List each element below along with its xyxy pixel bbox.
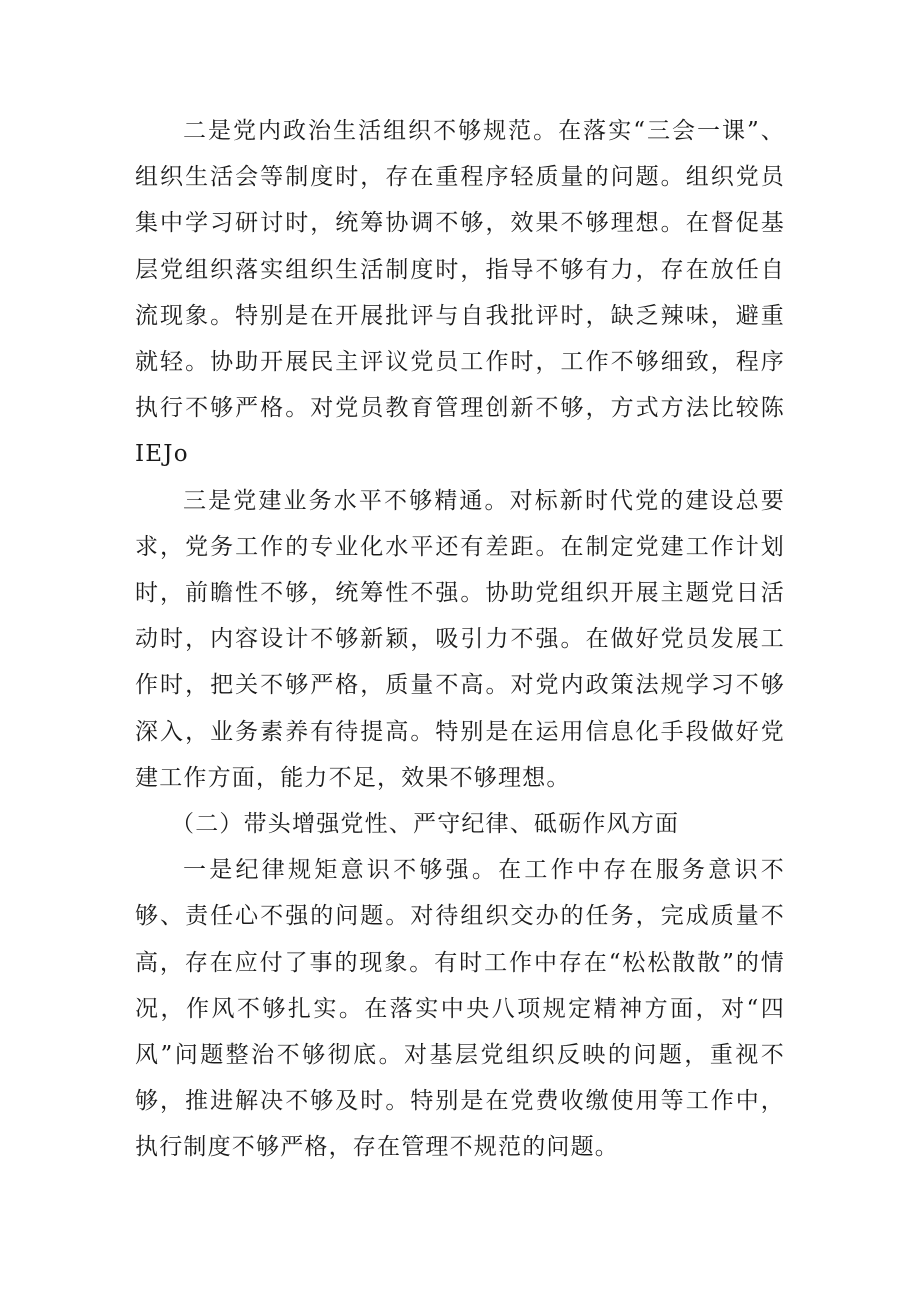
paragraph-party-building-skills: 三是党建业务水平不够精通。对标新时代党的建设总要求，党务工作的专业化水平还有差距。在制定党建工作计划时，前瞻性不够，统筹性不强。协助党组织开展主题党日活动时，内容设计不够新颖，吸引力不强。在做好党员发展工作时，把关不够严格，质量不高。对党内政策法规学习不够深入，业务素养有待提高。特别是在运用信息化手段做好党建工作方面，能力不足，效果不够理想。 [135, 487, 785, 791]
paragraph-discipline-awareness: 一是纪律规矩意识不够强。在工作中存在服务意识不够、责任心不强的问题。对待组织交办的任务，完成质量不高，存在应付了事的现象。有时工作中存在“松松散散”的情况，作风不够扎实。在落实中央八项规定精神方面，对“四风”问题整治不够彻底。对基层党组织反映的问题，重视不够，推进解决不够及时。特别是在党费收缴使用等工作中，执行制度不够严格，存在管理不规范的问题。 [135, 857, 785, 1161]
document-body [135, 108, 785, 1171]
paragraph-party-political-life: 二是党内政治生活组织不够规范。在落实“三会一课”、组织生活会等制度时，存在重程序轻质量的问题。组织党员集中学习研讨时，统筹协调不够，效果不够理想。在督促基层党组织落实组织生活制度时，指导不够有力，存在放任自流现象。特别是在开展批评与自我批评时，缺乏辣味，避重就轻。协助开展民主评议党员工作时，工作不够细致，程序执行不够严格。对党员教育管理创新不够，方式方法比较陈IEJo [135, 118, 785, 468]
section-heading-discipline: （二）带头增强党性、严守纪律、砥砺作风方面 [171, 811, 680, 838]
